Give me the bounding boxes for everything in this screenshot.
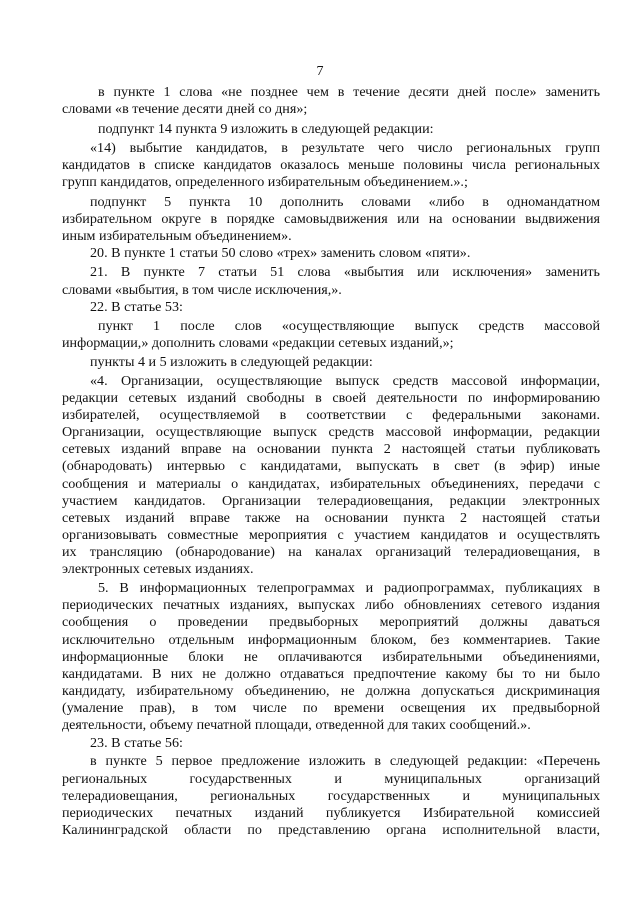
- text-line: Калининградской области по представлению органа исполнительной власти,: [62, 822, 600, 838]
- text-line: групп кандидатов, определенного избирательным объединением.».;: [62, 174, 468, 190]
- text-line: 20. В пункте 1 статьи 50 слово «трех» заменить словом «пяти».: [90, 245, 471, 261]
- text-line: избирательном округе в порядке самовыдвижения или на основании выдвижения: [62, 211, 600, 227]
- text-line: иным избирательным объединением».: [62, 228, 292, 244]
- text-line: информационные блоки не оплачиваются избирательными объединениями,: [62, 649, 600, 665]
- text-line: «14) выбытие кандидатов, в результате чего число региональных групп: [90, 140, 600, 156]
- text-line: избирателей, осуществляемой в соответствии с федеральными законами.: [62, 407, 600, 423]
- text-line: электронных сетевых изданиях.: [62, 561, 254, 577]
- text-line: деятельности, объему печатной площади, отведенной для таких сообщений.».: [62, 717, 531, 733]
- text-line: кандидатов в списке кандидатов оказалось меньше половины числа региональных: [62, 157, 600, 173]
- text-line: периодических печатных изданий публикуется Избирательной комиссией: [62, 805, 600, 821]
- text-line: пункт 1 после слов «осуществляющие выпуск средств массовой: [98, 318, 600, 334]
- text-line: «4. Организации, осуществляющие выпуск средств массовой информации,: [90, 373, 600, 389]
- text-line: телерадиовещания, региональных государственных и муниципальных: [62, 788, 600, 804]
- text-line: словами «в течение десяти дней со дня»;: [62, 101, 308, 117]
- text-line: сообщения о проведении предвыборных мероприятий должны даваться: [62, 614, 600, 630]
- text-line: Организации, осуществляющие выпуск средств массовой информации, редакции: [62, 424, 600, 440]
- page-number: 7: [316, 64, 324, 79]
- text-line: в пункте 5 первое предложение изложить в следующей редакции: «Перечень: [90, 753, 600, 769]
- text-line: периодических печатных изданиях, выпусках либо обновлениях сетевого издания: [62, 597, 600, 613]
- text-line: 22. В статье 53:: [90, 299, 183, 315]
- text-line: их трансляцию (обнародование) на каналах организаций телерадиовещания, в: [62, 544, 600, 560]
- text-line: подпункт 14 пункта 9 изложить в следующей редакции:: [98, 121, 434, 137]
- text-line: сообщения и материалы о кандидатах, избирательных объединениях, передачи с: [62, 476, 600, 492]
- text-line: организовывать совместные мероприятия с участием кандидатов и осуществлять: [62, 527, 600, 543]
- text-line: информации,» дополнить словами «редакции сетевых изданий,»;: [62, 335, 454, 351]
- text-line: сетевых изданий вправе также на основании пункта 2 настоящей статьи: [62, 510, 600, 526]
- text-line: региональных государственных и муниципальных организаций: [62, 771, 600, 787]
- text-line: редакции сетевых изданий свободны в своей деятельности по информированию: [62, 390, 600, 406]
- text-line: подпункт 5 пункта 10 дополнить словами «либо в одномандатном: [90, 194, 600, 210]
- text-line: в пункте 1 слова «не позднее чем в течение десяти дней после» заменить: [98, 84, 600, 100]
- text-line: сетевых изданий вправе на основании пункта 2 настоящей статьи публиковать: [62, 441, 600, 457]
- text-line: кандидату, избирательному объединению, не должна допускаться дискриминация: [62, 683, 600, 699]
- text-line: 23. В статье 56:: [90, 735, 183, 751]
- text-line: словами «выбытия, в том числе исключения,».: [62, 282, 342, 298]
- text-line: пункты 4 и 5 изложить в следующей редакции:: [90, 354, 373, 370]
- text-line: 5. В информационных телепрограммах и радиопрограммах, публикациях в: [98, 580, 600, 596]
- text-line: участием кандидатов. Организации телерадиовещания, редакции электронных: [62, 493, 600, 509]
- text-line: исключительно отдельным информационным блоком, без комментариев. Такие: [62, 632, 600, 648]
- text-line: 21. В пункте 7 статьи 51 слова «выбытия или исключения» заменить: [90, 264, 600, 280]
- text-line: (обнародовать) интервью с кандидатами, выпускать в свет (в эфир) иные: [62, 458, 600, 474]
- text-line: (умаление прав), в том числе по времени освещения их предвыборной: [62, 700, 600, 716]
- text-line: кандидатами. В них не должно отдаваться предпочтение какому бы то ни было: [62, 666, 600, 682]
